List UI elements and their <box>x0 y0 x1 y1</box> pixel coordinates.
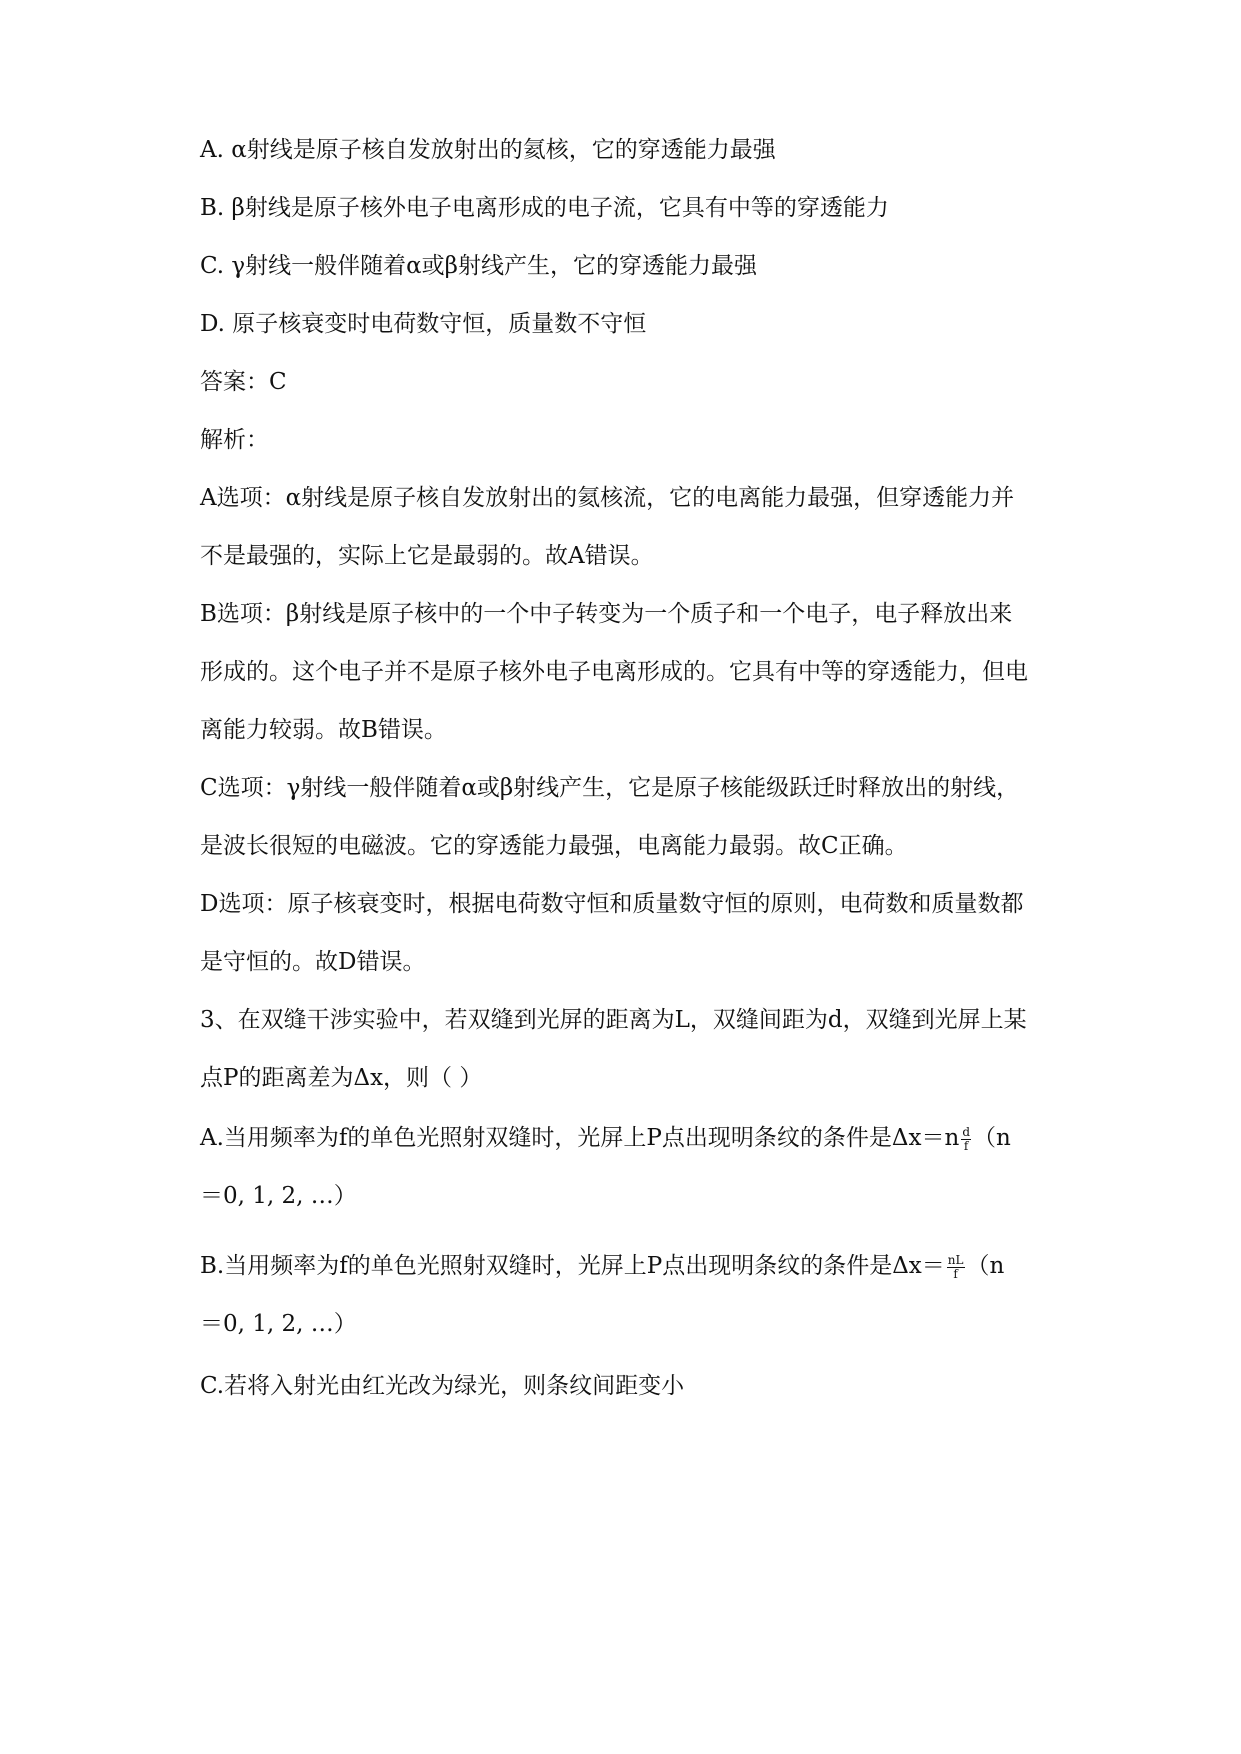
q3-option-a-line1 <box>200 1122 1080 1154</box>
q3-option-b-text: B.当用频率为f的单色光照射双缝时，光屏上P点出现明条纹的条件是Δx＝ <box>200 1253 945 1279</box>
fraction-numerator: nL <box>947 1252 964 1267</box>
q3-stem-line1: 3、在双缝干涉实验中，若双缝到光屏的距离为L，双缝间距为d，双缝到光屏上某 <box>200 1007 1027 1033</box>
q3-option-b-tail: （n <box>966 1253 1005 1279</box>
analysis-a-line2: 不是最强的，实际上它是最弱的。故A错误。 <box>200 543 654 569</box>
analysis-d-line2: 是守恒的。故D错误。 <box>200 949 426 975</box>
q3-option-a-text: A.当用频率为f的单色光照射双缝时，光屏上P点出现明条纹的条件是Δx＝n <box>200 1125 960 1151</box>
analysis-a-line1: A选项：α射线是原子核自发放射出的氦核流，它的电离能力最强，但穿透能力并 <box>200 485 1015 511</box>
q3-option-b-line2: ＝0, 1, 2, …） <box>200 1311 357 1337</box>
q3-option-a-line2: ＝0, 1, 2, …） <box>200 1183 357 1209</box>
q2-option-c: C. γ射线一般伴随着α或β射线产生，它的穿透能力最强 <box>200 253 757 279</box>
analysis-b-line1: B选项：β射线是原子核中的一个中子转变为一个质子和一个电子，电子释放出来 <box>200 601 1013 627</box>
q3-option-c: C.若将入射光由红光改为绿光，则条纹间距变小 <box>200 1373 685 1399</box>
analysis-d-line1: D选项：原子核衰变时，根据电荷数守恒和质量数守恒的原则，电荷数和质量数都 <box>200 891 1024 917</box>
q3-option-a-tail: （n <box>973 1125 1011 1151</box>
q2-option-a: A. α射线是原子核自发放射出的氦核，它的穿透能力最强 <box>200 137 776 163</box>
analysis-label: 解析： <box>200 427 269 453</box>
fraction-denominator: f <box>947 1267 965 1281</box>
q2-option-d: D. 原子核衰变时电荷数守恒，质量数不守恒 <box>200 311 647 337</box>
analysis-c-line2: 是波长很短的电磁波。它的穿透能力最强，电离能力最弱。故C正确。 <box>200 833 908 859</box>
q3-stem-line2: 点P的距离差为Δx，则（ ） <box>200 1065 483 1091</box>
analysis-b-line3: 离能力较弱。故B错误。 <box>200 717 447 743</box>
fraction-numerator: d <box>962 1124 970 1139</box>
q3-option-b-line1 <box>200 1250 1080 1282</box>
q3-option-b-fraction <box>947 1254 965 1281</box>
fraction-denominator: f <box>961 1139 971 1153</box>
answer-line: 答案：C <box>200 369 287 395</box>
q3-option-a-fraction <box>961 1126 971 1153</box>
q2-option-b: B. β射线是原子核外电子电离形成的电子流，它具有中等的穿透能力 <box>200 195 889 221</box>
analysis-c-line1: C选项：γ射线一般伴随着α或β射线产生，它是原子核能级跃迁时释放出的射线， <box>200 775 1020 801</box>
analysis-b-line2: 形成的。这个电子并不是原子核外电子电离形成的。它具有中等的穿透能力，但电 <box>200 659 1028 685</box>
